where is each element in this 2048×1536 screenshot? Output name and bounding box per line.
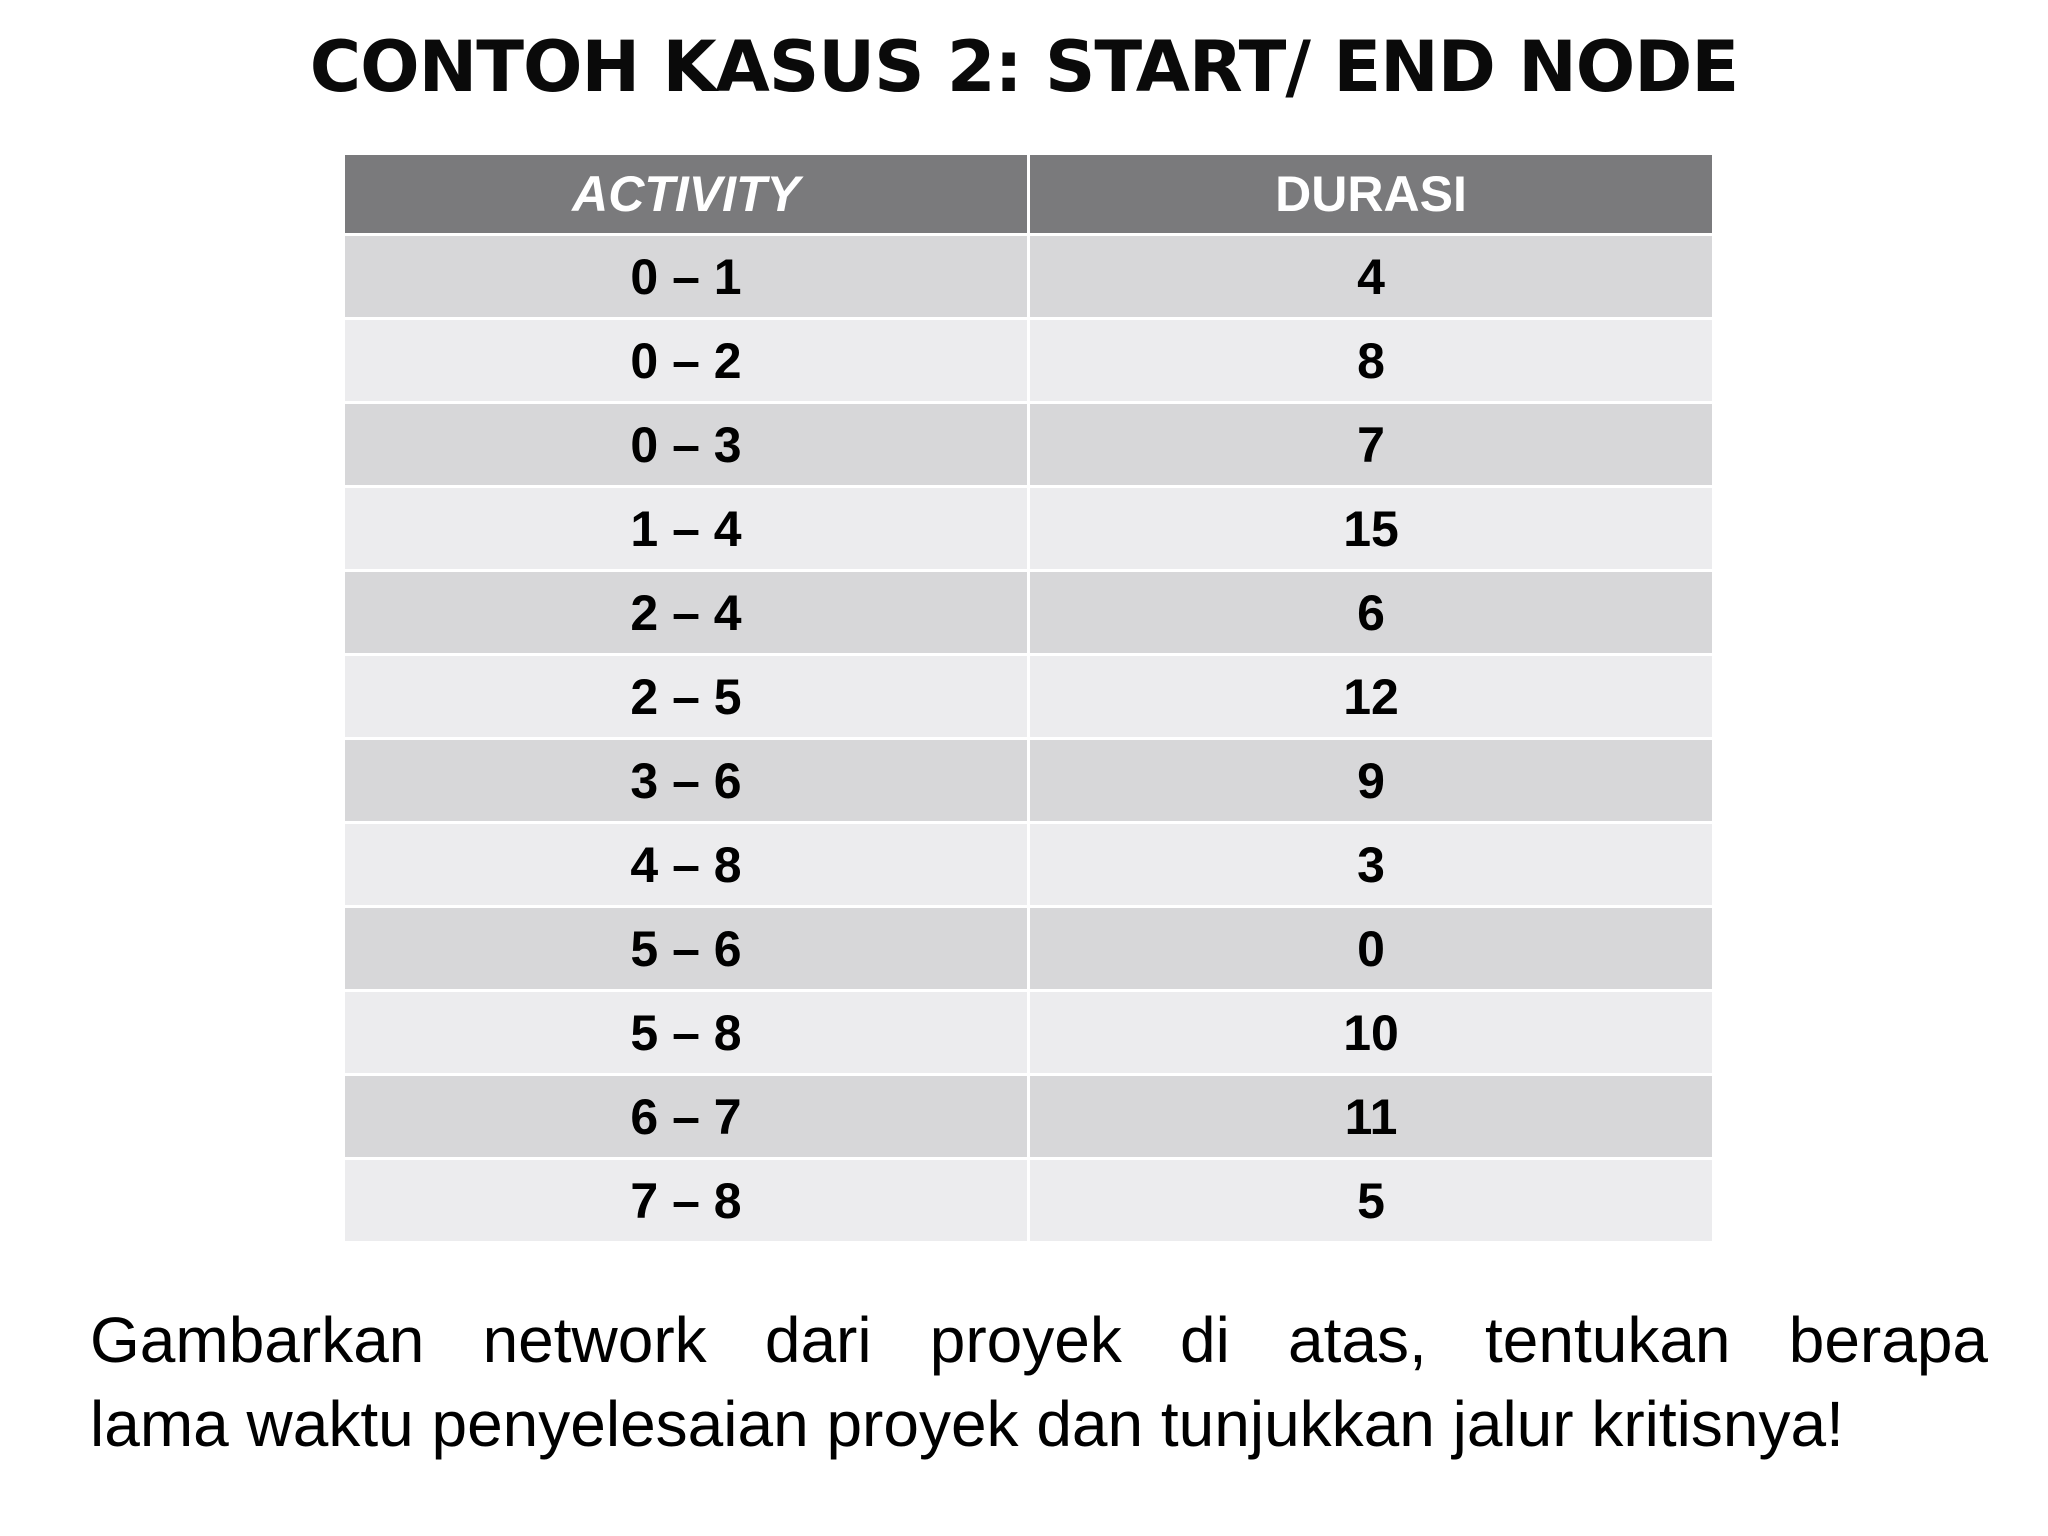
instruction-line-2: lama waktu penyelesaian proyek dan tunjukkan jalur kritisnya! <box>90 1388 1844 1460</box>
duration-cell: 8 <box>1030 320 1712 401</box>
duration-cell: 3 <box>1030 824 1712 905</box>
duration-cell: 6 <box>1030 572 1712 653</box>
table-row <box>345 320 1712 401</box>
activity-cell: 3 – 6 <box>345 740 1027 821</box>
table-row <box>345 236 1712 317</box>
slide-title: CONTOH KASUS 2: START/ END NODE <box>309 26 1739 108</box>
activity-table-container <box>345 155 1718 1241</box>
activity-cell: 4 – 8 <box>345 824 1027 905</box>
table-row <box>345 404 1712 485</box>
duration-cell: 4 <box>1030 236 1712 317</box>
table-row <box>345 656 1712 737</box>
duration-cell: 10 <box>1030 992 1712 1073</box>
duration-cell: 9 <box>1030 740 1712 821</box>
duration-cell: 11 <box>1030 1076 1712 1157</box>
table-row <box>345 824 1712 905</box>
activity-cell: 5 – 6 <box>345 908 1027 989</box>
activity-cell: 0 – 3 <box>345 404 1027 485</box>
activity-column-header: ACTIVITY <box>345 155 1027 233</box>
activity-cell: 1 – 4 <box>345 488 1027 569</box>
table-header-row <box>345 155 1712 233</box>
activity-cell: 0 – 2 <box>345 320 1027 401</box>
table-row <box>345 488 1712 569</box>
activity-cell: 2 – 5 <box>345 656 1027 737</box>
activity-cell: 0 – 1 <box>345 236 1027 317</box>
table-row <box>345 1076 1712 1157</box>
table-row <box>345 1160 1712 1241</box>
activity-cell: 2 – 4 <box>345 572 1027 653</box>
table-row <box>345 572 1712 653</box>
table-row <box>345 740 1712 821</box>
duration-cell: 0 <box>1030 908 1712 989</box>
instruction-paragraph <box>90 1298 1988 1466</box>
duration-cell: 7 <box>1030 404 1712 485</box>
duration-cell: 15 <box>1030 488 1712 569</box>
instruction-line-1: Gambarkan network dari proyek di atas, tentukan berapa <box>90 1304 1988 1376</box>
activity-duration-table <box>342 152 1715 1244</box>
duration-column-header: DURASI <box>1030 155 1712 233</box>
activity-cell: 5 – 8 <box>345 992 1027 1073</box>
table-row <box>345 992 1712 1073</box>
table-row <box>345 908 1712 989</box>
duration-cell: 5 <box>1030 1160 1712 1241</box>
activity-cell: 6 – 7 <box>345 1076 1027 1157</box>
duration-cell: 12 <box>1030 656 1712 737</box>
activity-cell: 7 – 8 <box>345 1160 1027 1241</box>
